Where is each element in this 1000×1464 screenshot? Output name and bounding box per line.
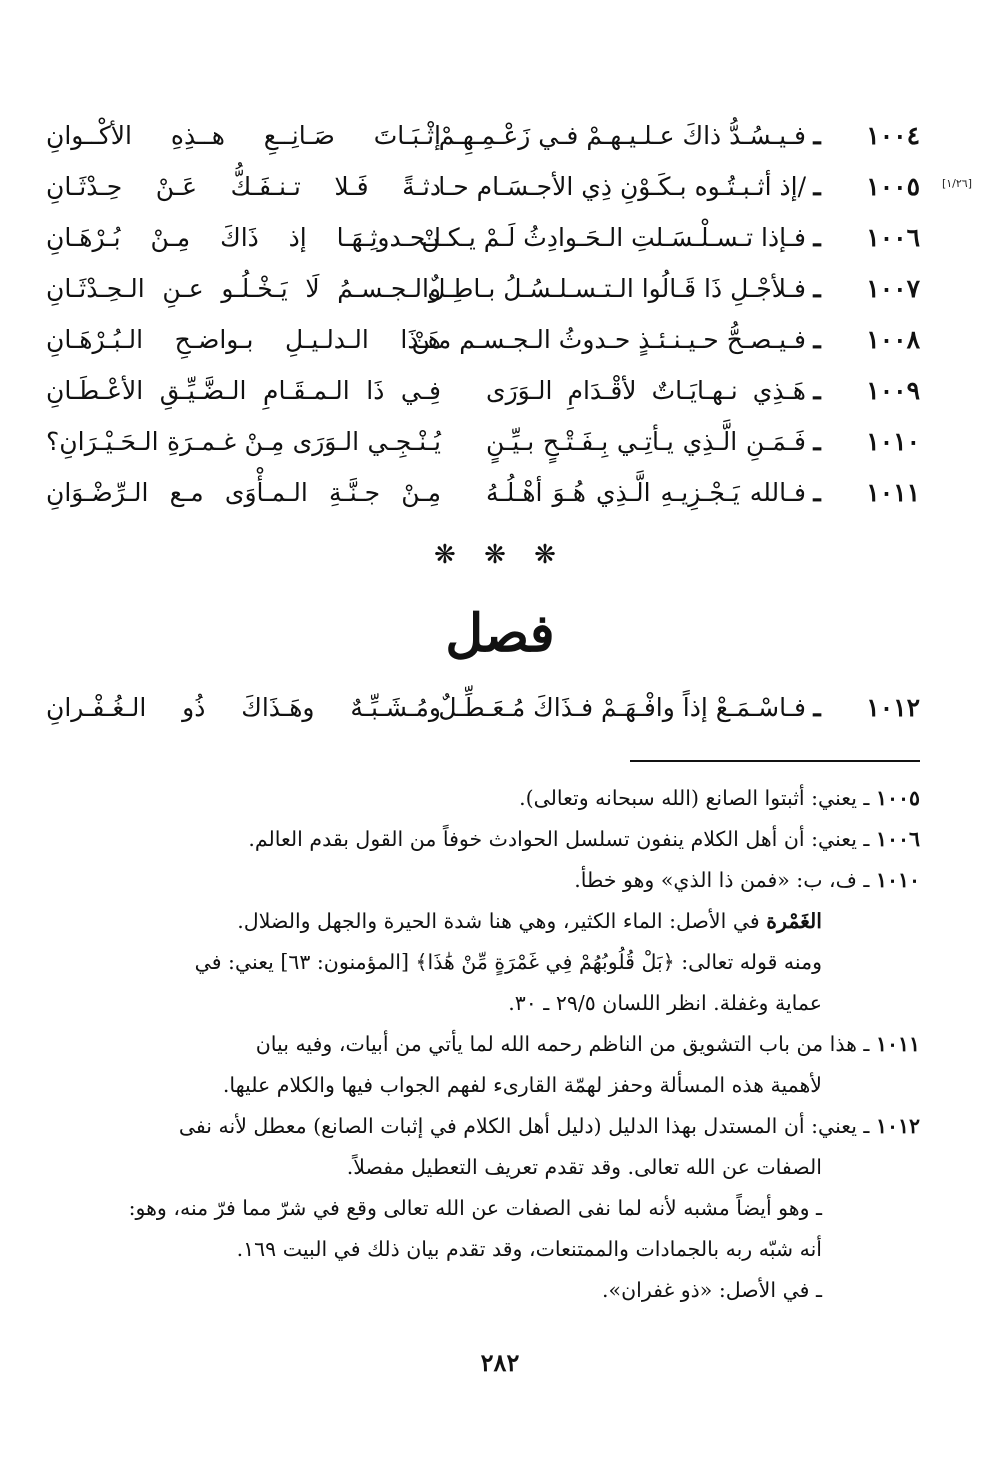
poem-block <box>40 110 972 518</box>
verse-line <box>40 212 920 263</box>
footnote-1011: ١٠١١ ـ هذا من باب التشويق من الناظم رحمه الله لما يأتي من أبيات، وفيه بيان لأهمية هذه المسألة وحفز لهمّة القارىء لفهم الجواب فيها والكلام عليها. <box>55 1024 920 1106</box>
footnote-text: في الأصل: الماء الكثير، وهي هنا شدة الحيرة والجهل والضلال. <box>237 909 760 933</box>
verse-first-hemistich: فـيـصـحُّ حـيـنـئـذٍ حـدوثُ الـجـسـم مـنْ <box>411 325 806 354</box>
section-title: فصل <box>445 603 555 664</box>
verse-number: ١٠١٠ <box>866 427 920 456</box>
footnote-number: ١٠٠٦ <box>875 827 920 851</box>
footnote-text: عماية وغفلة. انظر اللسان ٢٩/٥ ـ ٣٠. <box>508 991 822 1015</box>
verse-second-hemistich: دثـةً فَـلا تـنـفَـكُّ عَـنْ حِـدْثَـانِ <box>46 172 441 201</box>
verse-number: ١٠٠٦ <box>866 223 920 252</box>
stars-separator: ❋ ❋ ❋ <box>434 540 566 570</box>
verse-second-hemistich: ومُـشَـبِّـهٌ وهَـذَاكَ ذُو الـغُـفْـرانِ <box>46 693 441 722</box>
verse-dash: ـ <box>813 427 821 456</box>
verse-dash: ـ <box>813 274 821 303</box>
verse-first-hemistich: فـيـسُـدُّ ذاكَ عـلـيـهـمْ فـي زَعْـمِـهِـمْ <box>438 121 806 150</box>
verse-line <box>40 365 920 416</box>
verse-first-hemistich: هَـذِي نـهـايَـاتٌ لأقْـدَامِ الـوَرَى <box>486 376 806 405</box>
verse-second-hemistich: فِـي ذَا الـمـقَـامِ الـضَّـيِّـقِ الأعْـطَـانِ <box>46 376 441 405</box>
verse-first-hemistich: فـلأجْـلِ ذَا قَـالُوا الـتـسـلـسُـلُ بـاطِـلٌ <box>427 274 806 303</box>
footnote-text: ف، ب: «فمن ذا الذي» وهو خطأ. <box>574 868 857 892</box>
verse-first-hemistich: فَـمَـنِ الَّـذِي يـأتِـي بِـفَـتْـحٍ بـيِّـنٍ <box>486 427 806 456</box>
verse-line <box>40 467 920 518</box>
verse-first-hemistich: فـإذا تـسـلْـسَـلتِ الـحَـوادِثُ لَـمْ يـكـنْ <box>421 223 806 252</box>
verse-number: ١٠٠٨ <box>866 325 920 354</box>
verse-number: ١٠٠٤ <box>866 121 920 150</box>
verse-dash: ـ <box>813 693 821 722</box>
footnote-number: ١٠٠٥ <box>875 786 920 810</box>
section-verse-block <box>40 682 920 733</box>
page-number: ٢٨٢ <box>480 1348 520 1377</box>
footnote-text: ـ في الأصل: «ذو غفران». <box>602 1278 822 1302</box>
verse-line <box>40 682 920 733</box>
verse-first-hemistich: فـاسْـمَـعْ إذاً وافْـهَـمْ فـذَاكَ مُـعَـطِّـلٌ <box>438 693 806 722</box>
verse-number: ١٠١١ <box>866 478 920 507</box>
footnote-text: ومنه قوله تعالى: ﴿بَلْ قُلُوبُهُمْ فِي غَمْرَةٍ مِّنْ هَٰذَا﴾ [المؤمنون: ٦٣] يعني: في <box>194 950 822 974</box>
footnote-text: الصفات عن الله تعالى. وقد تقدم تعريف التعطيل مفصلاً. <box>346 1155 822 1179</box>
verse-number: ١٠٠٩ <box>866 376 920 405</box>
verse-second-hemistich: إثْـبَـاتَ صَـانِــعِ هــذِهِ الأكْــوانِ <box>46 121 441 150</box>
footnotes <box>55 778 920 1311</box>
footnote-1012: ١٠١٢ ـ يعني: أن المستدل بهذا الدليل (دليل أهل الكلام في إثبات الصانع) معطل لأنه نفى الصفات عن الله تعالى. وقد تقدم تعريف التعطيل مفصلاً. ـ وهو أيضاً مشبه لأنه لما نفى الصفات عن الله تعالى وقع في شرّ مما فرّ منه، وهو: أنه شبّه ربه بالجمادات والممتنعات، وقد تقدم بيان ذلك في البيت ١٦٩. ـ في الأصل: «ذو غفران». <box>55 1106 920 1311</box>
verse-dash: ـ <box>813 223 821 252</box>
footnote-1006: ١٠٠٦ ـ يعني: أن أهل الكلام ينفون تسلسل الحوادث خوفاً من القول بقدم العالم. <box>248 827 920 851</box>
verse-line <box>40 263 920 314</box>
verse-dash: ـ <box>813 376 821 405</box>
footnote-text: يعني: أن المستدل بهذا الدليل (دليل أهل الكلام في إثبات الصانع) معطل لأنه نفى <box>178 1114 857 1138</box>
footnote-text: يعني: أن أهل الكلام ينفون تسلسل الحوادث خوفاً من القول بقدم العالم. <box>248 827 857 851</box>
footnote-term: الغَمْرة <box>766 909 822 933</box>
verse-number: ١٠٠٧ <box>866 274 920 303</box>
verse-line <box>40 161 972 212</box>
verse-second-hemistich: مِـنْ جـنَّـةِ الـمـأْوَى مـع الـرِّضْـوَانِ <box>46 478 441 507</box>
verse-second-hemistich: لـحـدوثِـهَـا إذ ذَاكَ مِـنْ بُـرْهَـانِ <box>46 223 441 252</box>
verse-first-hemistich: /إذ أثـبـتُـوه بـكَـوْنِ ذِي الأجـسَـام حـا <box>438 172 806 201</box>
footnote-number: ١٠١٠ <box>875 868 920 892</box>
footnote-number: ١٠١٢ <box>875 1114 920 1138</box>
verse-dash: ـ <box>813 121 821 150</box>
footnote-1010: ١٠١٠ ـ ف، ب: «فمن ذا الذي» وهو خطأ. الغَمْرة في الأصل: الماء الكثير، وهي هنا شدة الحيرة والجهل والضلال. ومنه قوله تعالى: ﴿بَلْ قُلُوبُهُمْ فِي غَمْرَةٍ مِّنْ هَٰذَا﴾ [المؤمنون: ٦٣] يعني: في عماية وغفلة. انظر اللسان ٢٩/٥ ـ ٣٠. <box>55 860 920 1024</box>
verse-first-hemistich: فـالله يَـجْـزِيـهِ الَّـذِي هُـوَ أهْـلُـهُ <box>486 478 806 507</box>
verse-dash: ـ <box>813 172 821 201</box>
manuscript-folio-marker: [١/٢٦] <box>941 177 972 190</box>
verse-line <box>40 416 920 467</box>
footnote-number: ١٠١١ <box>875 1032 920 1056</box>
verse-number: ١٠١٢ <box>866 693 920 722</box>
verse-second-hemistich: والـجـسـمُ لَا يَـخْـلُـو عـنِ الـحِـدْثَـانِ <box>46 274 441 303</box>
verse-line <box>40 110 920 161</box>
footnote-1005: ١٠٠٥ ـ يعني: أثبتوا الصانع (الله سبحانه وتعالى). <box>519 786 920 810</box>
verse-second-hemistich: يُـنْـجِـي الـوَرَى مِـنْ غـمـرَةِ الـحَـيْـرَانِ؟ <box>46 427 441 456</box>
verse-dash: ـ <box>813 478 821 507</box>
verse-line <box>40 314 920 365</box>
footnote-text: هذا من باب التشويق من الناظم رحمه الله لما يأتي من أبيات، وفيه بيان <box>255 1032 857 1056</box>
verse-second-hemistich: هَـذَا الـدلـيـلِ بـواضـحِ الـبُـرْهَـانِ <box>46 325 441 354</box>
footnote-text: أنه شبّه ربه بالجمادات والممتنعات، وقد تقدم بيان ذلك في البيت ١٦٩. <box>236 1237 822 1261</box>
footnote-text: ـ وهو أيضاً مشبه لأنه لما نفى الصفات عن الله تعالى وقع في شرّ مما فرّ منه، وهو: <box>128 1196 822 1220</box>
footnote-text: لأهمية هذه المسألة وحفز لهمّة القارىء لفهم الجواب فيها والكلام عليها. <box>222 1073 822 1097</box>
footnote-divider <box>630 760 920 762</box>
verse-dash: ـ <box>813 325 821 354</box>
verse-number: ١٠٠٥ <box>866 172 920 201</box>
footnote-text: يعني: أثبتوا الصانع (الله سبحانه وتعالى). <box>519 786 857 810</box>
